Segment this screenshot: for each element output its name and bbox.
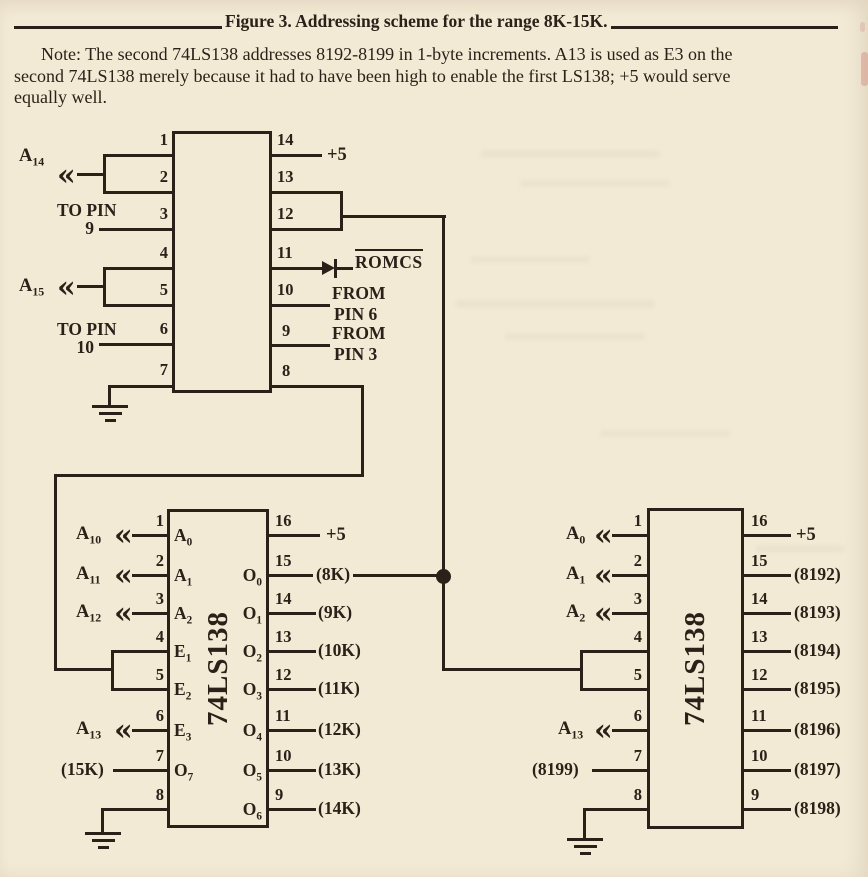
pin-number: 11 bbox=[275, 706, 291, 725]
pin-number: 10 bbox=[751, 746, 768, 765]
pin-number: 13 bbox=[277, 167, 294, 186]
pin-number: 12 bbox=[751, 665, 768, 684]
ground-bar bbox=[92, 839, 115, 842]
wire bbox=[54, 474, 57, 671]
wire bbox=[742, 729, 791, 732]
wire bbox=[442, 668, 583, 671]
title-rule-left bbox=[14, 26, 222, 29]
pin-number: 4 bbox=[155, 627, 164, 646]
pin-number: 12 bbox=[275, 665, 292, 684]
label-a0: $A_0$ bbox=[566, 524, 586, 547]
arrow-left-double-icon: « bbox=[57, 158, 75, 193]
pin-number: 3 bbox=[155, 589, 164, 608]
label-out-10k: (10K) bbox=[318, 640, 361, 660]
arrow-left-double-icon: « bbox=[594, 558, 612, 593]
chip-pin-label: $O_6$ bbox=[242, 799, 262, 823]
label-a1: $A_1$ bbox=[566, 564, 586, 587]
scan-bleed-artifact bbox=[480, 150, 660, 158]
chip-pin-label: $E_3$ bbox=[174, 720, 192, 744]
chip-outline-74ls138-right bbox=[647, 508, 744, 829]
wire bbox=[77, 285, 105, 288]
note-line: second 74LS138 merely because it had to have been high to enable the first LS138; +5 would serve bbox=[14, 65, 731, 86]
pin-number: 2 bbox=[159, 167, 168, 186]
wire bbox=[361, 385, 364, 477]
wire bbox=[340, 215, 446, 218]
pin-number: 1 bbox=[159, 130, 168, 149]
wire bbox=[267, 729, 316, 732]
label-to-pin-10-number: 10 bbox=[76, 337, 94, 357]
label-out-9k: (9K) bbox=[318, 602, 353, 622]
wire bbox=[104, 191, 173, 194]
pin-number: 14 bbox=[751, 589, 768, 608]
label-out-8193: (8193) bbox=[794, 602, 841, 622]
wire bbox=[109, 385, 173, 388]
label-base: A bbox=[19, 276, 33, 296]
chip-outline-top-ic bbox=[172, 131, 272, 393]
pin-number: 11 bbox=[277, 243, 293, 262]
ground-symbol bbox=[85, 832, 121, 853]
label-base: A bbox=[19, 146, 33, 166]
label-out-8198: (8198) bbox=[794, 798, 841, 818]
wire bbox=[113, 769, 169, 772]
wire bbox=[742, 650, 791, 653]
chip-pin-label: $O_5$ bbox=[242, 760, 262, 784]
pin-number: 8 bbox=[633, 785, 642, 804]
arrow-left-double-icon: « bbox=[114, 558, 132, 593]
pin-number: 8 bbox=[155, 785, 164, 804]
pin-number: 7 bbox=[633, 746, 642, 765]
pin-number: 16 bbox=[275, 511, 292, 530]
label-from-pin6: FROM bbox=[332, 283, 386, 303]
pin-number: 2 bbox=[633, 551, 642, 570]
wire bbox=[77, 173, 105, 176]
note-line: Note: The second 74LS138 addresses 8192-8199 in 1-byte increments. A13 is used as E3 on the bbox=[41, 44, 733, 64]
ground-bar bbox=[105, 419, 116, 422]
pin-number: 14 bbox=[275, 589, 292, 608]
wire bbox=[101, 808, 169, 811]
wire bbox=[272, 304, 330, 307]
wire bbox=[340, 191, 343, 231]
figure-title-bar bbox=[14, 11, 838, 32]
pin-number: 4 bbox=[633, 627, 642, 646]
note-line: equally well. bbox=[14, 87, 107, 107]
ground-bar bbox=[85, 832, 121, 835]
pin-number: 9 bbox=[275, 785, 284, 804]
arrow-left-double-icon: « bbox=[114, 596, 132, 631]
wire bbox=[267, 688, 316, 691]
chip-pin-label: $A_0$ bbox=[174, 525, 193, 549]
pin-number: 11 bbox=[751, 706, 767, 725]
arrow-left-double-icon: « bbox=[594, 518, 612, 553]
pin-number: 8 bbox=[282, 361, 291, 380]
pin-number: 6 bbox=[633, 706, 642, 725]
arrow-left-double-icon: « bbox=[114, 713, 132, 748]
wire bbox=[272, 228, 343, 231]
label-plus5: +5 bbox=[796, 525, 816, 545]
pin-number: 7 bbox=[155, 746, 164, 765]
pin-number: 9 bbox=[282, 321, 291, 340]
wire bbox=[742, 688, 791, 691]
scan-bleed-artifact bbox=[600, 430, 730, 437]
scan-bleed-artifact bbox=[455, 300, 655, 308]
wire bbox=[742, 574, 791, 577]
wire bbox=[132, 534, 169, 537]
chip-pin-label: $O_4$ bbox=[242, 720, 262, 744]
chip-pin-label: $O_1$ bbox=[242, 603, 262, 627]
pin-number: 10 bbox=[275, 746, 292, 765]
chip-pin-label: $O_2$ bbox=[242, 641, 262, 665]
wire bbox=[272, 385, 364, 388]
wire bbox=[54, 668, 114, 671]
ground-bar bbox=[92, 405, 128, 408]
label-a13: $A_{13}$ bbox=[76, 719, 102, 742]
wire bbox=[612, 729, 649, 732]
wire bbox=[612, 574, 649, 577]
wire bbox=[272, 154, 322, 157]
wire bbox=[99, 228, 173, 231]
pin-number: 13 bbox=[751, 627, 768, 646]
label-a10: $A_{10}$ bbox=[76, 524, 102, 547]
title-rule-right bbox=[611, 26, 838, 29]
chip-pin-label: $E_2$ bbox=[174, 679, 192, 703]
wire bbox=[612, 534, 649, 537]
ground-bar bbox=[580, 852, 591, 855]
arrow-left-double-icon: « bbox=[57, 270, 75, 305]
label-out-8196: (8196) bbox=[794, 719, 841, 739]
pin-number: 14 bbox=[277, 130, 294, 149]
pin-number: 1 bbox=[633, 511, 642, 530]
label-from-pin6: PIN 6 bbox=[334, 304, 378, 324]
label-out-13k: (13K) bbox=[318, 759, 361, 779]
pin-number: 15 bbox=[275, 551, 292, 570]
label-a11: $A_{11}$ bbox=[76, 564, 101, 587]
pin-number: 5 bbox=[155, 665, 164, 684]
wire bbox=[267, 769, 316, 772]
pin-number: 7 bbox=[159, 360, 168, 379]
label-a13: $A_{13}$ bbox=[558, 719, 584, 742]
wire bbox=[742, 534, 791, 537]
wire bbox=[580, 688, 648, 691]
scan-bleed-artifact bbox=[520, 180, 670, 187]
wire bbox=[101, 808, 104, 832]
chip-pin-label: $E_1$ bbox=[174, 641, 192, 665]
pin-number: 6 bbox=[159, 319, 168, 338]
scan-bleed-artifact bbox=[505, 333, 645, 340]
wire bbox=[580, 650, 648, 653]
wire bbox=[583, 808, 649, 811]
pin-number: 5 bbox=[633, 665, 642, 684]
wire bbox=[132, 574, 169, 577]
pin-number: 15 bbox=[751, 551, 768, 570]
pin-number: 4 bbox=[159, 243, 168, 262]
ground-bar bbox=[98, 846, 109, 849]
figure-title: Figure 3. Addressing scheme for the range 8K-15K. bbox=[225, 11, 608, 31]
label-sub: 15 bbox=[32, 284, 45, 299]
scan-bleed-artifact bbox=[470, 256, 590, 263]
label-out-8194: (8194) bbox=[794, 640, 841, 660]
pin-number: 2 bbox=[155, 551, 164, 570]
pin-number: 1 bbox=[155, 511, 164, 530]
wire bbox=[742, 808, 791, 811]
wire bbox=[442, 215, 445, 671]
red-edge-mark bbox=[861, 52, 868, 86]
wire bbox=[337, 267, 353, 270]
wire bbox=[108, 385, 111, 405]
wire bbox=[583, 808, 586, 838]
wire bbox=[104, 154, 173, 157]
pin-number: 3 bbox=[633, 589, 642, 608]
pin-number: 10 bbox=[277, 280, 294, 299]
figure-note bbox=[14, 44, 733, 109]
label-out-8k: (8K) bbox=[313, 565, 353, 585]
wire bbox=[111, 688, 169, 691]
wire bbox=[272, 191, 343, 194]
wire bbox=[111, 650, 169, 653]
label-a15 bbox=[19, 276, 44, 297]
chip-pin-label: $O_3$ bbox=[242, 679, 262, 703]
label-out-14k: (14K) bbox=[318, 798, 361, 818]
label-sub: 14 bbox=[32, 154, 45, 169]
wire bbox=[132, 729, 169, 732]
wire bbox=[267, 574, 445, 577]
wire bbox=[272, 344, 330, 347]
wire bbox=[742, 612, 791, 615]
chip-pin-label: $A_2$ bbox=[174, 603, 193, 627]
pin-number: 13 bbox=[275, 627, 292, 646]
wire bbox=[267, 650, 316, 653]
ground-bar bbox=[574, 845, 597, 848]
ground-bar bbox=[99, 412, 122, 415]
ground-bar bbox=[567, 838, 603, 841]
label-out-12k: (12K) bbox=[318, 719, 361, 739]
label-a14 bbox=[19, 146, 44, 167]
label-romcs: ROMCS bbox=[355, 249, 423, 273]
ground-symbol bbox=[92, 405, 128, 426]
chip-pin-label: $O_0$ bbox=[242, 565, 262, 589]
wire bbox=[267, 808, 316, 811]
label-to-pin-10: TO PIN bbox=[57, 319, 117, 339]
chip-name-text: 74LS138 bbox=[201, 611, 234, 726]
wire bbox=[612, 612, 649, 615]
wire bbox=[99, 343, 173, 346]
label-out-15k: (15K) bbox=[61, 759, 104, 779]
wire bbox=[272, 267, 322, 270]
wire bbox=[580, 650, 583, 691]
pin-number: 6 bbox=[155, 706, 164, 725]
label-to-pin-9: TO PIN bbox=[57, 200, 117, 220]
label-a12: $A_{12}$ bbox=[76, 602, 102, 625]
wire bbox=[111, 650, 114, 691]
wire bbox=[592, 769, 649, 772]
ground-symbol bbox=[567, 838, 603, 859]
chip-pin-label: $O_7$ bbox=[174, 760, 194, 784]
wire bbox=[267, 612, 316, 615]
label-out-8199: (8199) bbox=[532, 759, 579, 779]
pin-number: 5 bbox=[159, 280, 168, 299]
wire bbox=[132, 612, 169, 615]
pin-number: 16 bbox=[751, 511, 768, 530]
label-from-pin3: PIN 3 bbox=[334, 344, 378, 364]
red-edge-mark bbox=[860, 22, 865, 32]
label-from-pin3: FROM bbox=[332, 323, 386, 343]
label-a2: $A_2$ bbox=[566, 602, 586, 625]
label-to-pin-9-number: 9 bbox=[85, 218, 94, 238]
chip-name-text: 74LS138 bbox=[679, 611, 712, 726]
label-out-8195: (8195) bbox=[794, 678, 841, 698]
wire bbox=[104, 304, 173, 307]
pin-number: 9 bbox=[751, 785, 760, 804]
wire bbox=[742, 769, 791, 772]
label-out-8192: (8192) bbox=[794, 564, 841, 584]
label-out-8197: (8197) bbox=[794, 759, 841, 779]
arrow-left-double-icon: « bbox=[594, 713, 612, 748]
label-plus5: +5 bbox=[326, 525, 346, 545]
wire bbox=[54, 474, 364, 477]
scan-bleed-artifact bbox=[755, 545, 845, 553]
label-plus5: +5 bbox=[327, 145, 347, 165]
pin-number: 3 bbox=[159, 204, 168, 223]
label-out-11k: (11K) bbox=[318, 678, 360, 698]
wire bbox=[104, 267, 173, 270]
chip-pin-label: $A_1$ bbox=[174, 565, 193, 589]
arrow-left-double-icon: « bbox=[114, 518, 132, 553]
pin-number: 12 bbox=[277, 204, 294, 223]
wire bbox=[267, 534, 320, 537]
arrow-left-double-icon: « bbox=[594, 596, 612, 631]
